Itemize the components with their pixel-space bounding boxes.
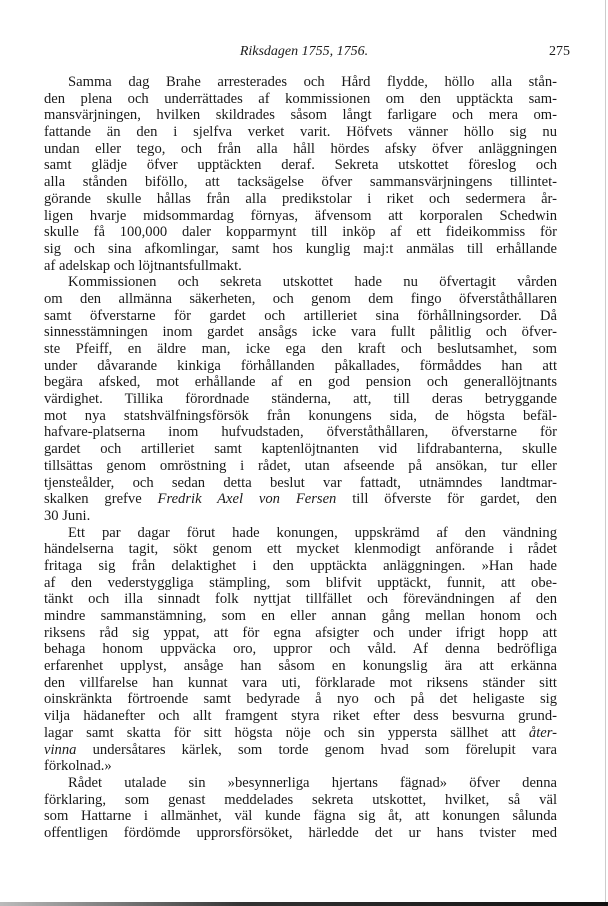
text-line: den villfarelse han kunnat vara uti, förklarade mot riksens ständer sitt: [44, 674, 557, 691]
text-line: tillsättas genom omröstning i rådet, utan afseende på ansökan, tur eller: [44, 457, 557, 474]
text-line: tjensteålder, och sedan detta beslut var fattadt, utnämndes landtmar-: [44, 474, 557, 491]
text-line: Ett par dagar förut hade konungen, uppskrämd af den vändning: [68, 524, 557, 541]
scan-bottom-edge: [0, 902, 608, 906]
text-line: undan eller tego, och från alla håll hördes afsky öfver anläggningen: [44, 140, 557, 157]
paragraph: [44, 274, 557, 524]
text-line: mansvärjningen, hvilken skildrades såsom långt farligare och mera om-: [44, 107, 557, 124]
text-line: erfarenhet upplyst, ansåge han såsom en konungslig ära att erkänna: [44, 658, 557, 675]
text-line: 30 Juni.: [44, 507, 91, 524]
text-line: [44, 725, 557, 742]
text-line: som Hattarne i allmänhet, väl kunde fägna sig åt, att konungen sålunda: [44, 808, 557, 825]
text-segment: skalken grefve: [44, 491, 158, 508]
text-line: om den allmänna säkerheten, och genom dem fingo öfverståthållaren: [44, 290, 557, 307]
text-line: oinskränkta förtroende samt bedyrade å nyo och på det heligaste sig: [44, 691, 557, 708]
text-line: begära afsked, mot erhållande af en god pension och generallöjtnants: [44, 374, 557, 391]
text-segment: lagar samt skatta för sitt högsta nöje och sin yppersta sällhet att: [44, 724, 529, 741]
text-line: af adelskap och löjtnantsfullmakt.: [44, 257, 242, 274]
text-line: vilja hädanefter och allt framgent styra riket efter dess besvurna grund-: [44, 708, 557, 725]
text-segment: undersåtares kärlek, som torde genom hvad som förelupit vara: [76, 741, 557, 758]
text-line: görande skulle hållas från alla predikstolar i riket och sedermera år-: [44, 190, 557, 207]
text-line: ste Pfeiff, en äldre man, icke ega den kraft och beslutsamhet, som: [44, 341, 557, 357]
text-segment: till öfverste för gardet, den: [336, 491, 557, 508]
paragraph: [44, 775, 557, 842]
page-header: [0, 44, 608, 64]
text-line: skulle få 100,000 daler kopparmynt till inköp af ett fideikommiss för: [44, 224, 557, 241]
paragraph: [44, 525, 557, 775]
text-line: samt öfverstarne för gardet och artilleriet sina förhållningsorder. Då: [44, 307, 557, 324]
text-line: alla stånden biföllo, att tacksägelse öfver sammansvärjningens tillintet-: [44, 174, 557, 191]
text-line: Kommissionen och sekreta utskottet hade nu öfvertagit vården: [68, 274, 557, 291]
text-line: under dåvarande kinkiga förhållanden påkallades, förmåddes han att: [44, 357, 557, 374]
text-line: ligen hvarje midsommardag förnyas, äfvensom att korporalen Schedwin: [44, 207, 557, 224]
text-line: [44, 742, 557, 759]
italic-text: Fredrik Axel von Fersen: [157, 491, 337, 508]
text-line: af den vederstyggliga stämpling, som blifvit upptäckt, funnit, att obe-: [44, 574, 557, 591]
paragraph: [44, 74, 557, 274]
text-line: behaga honom uppväcka oro, uppror och våld. Af denna bedröfliga: [44, 641, 557, 658]
text-line: gardet och artilleriet samt kaptenlöjtnanten vid lifdrabanterna, skulle: [44, 441, 557, 458]
text-line: offentligen fördömde upprorsförsöket, härledde det ur hans tvister med: [44, 824, 557, 841]
running-title: Riksdagen 1755, 1756.: [239, 44, 369, 59]
text-line: sinnesstämningen inom gardet ansågs icke vara fullt pålitlig och öfver-: [44, 324, 557, 341]
text-line: samt glädje öfver upptäckten deraf. Sekreta utskottet föreslog och: [44, 157, 557, 174]
text-line: fattande än den i sjelfva verket varit. Höfvets vänner höllo sig nu: [44, 124, 557, 141]
scan-edge: [605, 0, 606, 906]
text-line: förklaring, som genast meddelades sekreta utskottet, hvilket, så väl: [44, 791, 557, 808]
italic-text: åter-: [528, 724, 557, 741]
text-line: riksens råd sig yppat, att för egna afsigter och under ifrigt hopp att: [44, 624, 557, 641]
text-line: [44, 491, 557, 508]
text-line: förkolnad.»: [44, 758, 112, 775]
text-line: mot nya statshvälfningsförsök från konungens sida, de högsta befäl-: [44, 407, 557, 424]
text-line: Rådet utalade sin »besynnerliga hjertans fägnad» öfver denna: [68, 774, 557, 791]
text-line: sig och sina afkomlingar, samt hos kunglig maj:t anmälas till erhållande: [44, 240, 557, 257]
text-line: den plena och underrättades af kommissionen om den upptäckta sam-: [44, 90, 557, 107]
text-line: hafvare-platserna inom hufvudstaden, öfverståthållaren, öfverstarne för: [44, 424, 557, 441]
text-line: händelserna tagit, sökt genom ett mycket klenmodigt anförande i rådet: [44, 541, 557, 558]
page-number: 275: [549, 44, 570, 59]
text-line: värdighet. Tillika förordnade ständerna, att, till deras betryggande: [44, 391, 557, 408]
body-text: [44, 74, 557, 842]
italic-text: vinna: [44, 741, 77, 758]
text-line: Samma dag Brahe arresterades och Hård flydde, höllo alla stån-: [68, 74, 557, 90]
text-line: mindre sammanstämning, som en eller annan gång mellan honom och: [44, 608, 557, 624]
text-line: tänkt och illa sinnadt folk nyttjat tillfället och förevändningen af den: [44, 591, 557, 608]
text-line: fritaga sig från delaktighet i den upptäckta anläggningen. »Han hade: [44, 557, 557, 574]
